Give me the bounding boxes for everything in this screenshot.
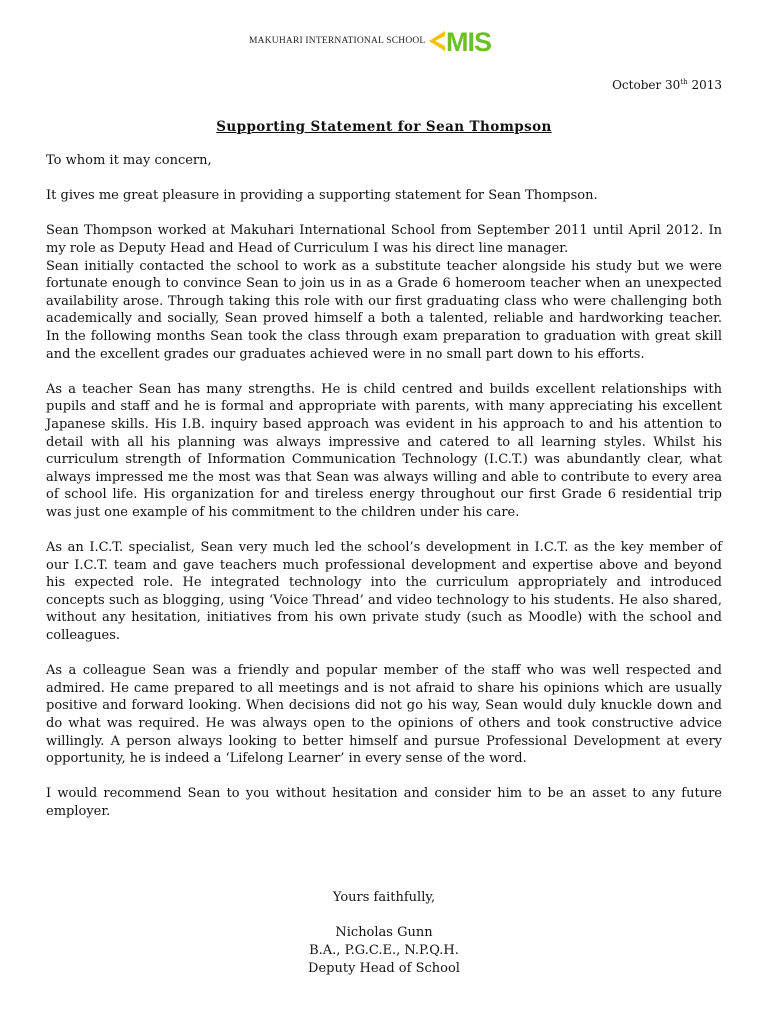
signature-block bbox=[0, 889, 768, 978]
date-suffix: th bbox=[680, 78, 688, 86]
signatory-credentials: B.A., P.G.C.E., N.P.Q.H. bbox=[309, 943, 459, 958]
closing: Yours faithfully, bbox=[332, 890, 436, 905]
letter-body bbox=[46, 152, 722, 821]
experience-paragraph: Sean Thompson worked at Makuhari International School from September 2011 until April 2012. In my role as Deputy Head and Head of Curriculum I was his direct line manager. bbox=[46, 223, 722, 256]
logo-text: MIS bbox=[446, 28, 492, 54]
salutation: To whom it may concern, bbox=[46, 153, 212, 168]
intro-paragraph: It gives me great pleasure in providing a supporting statement for Sean Thompson. bbox=[46, 188, 598, 204]
signatory-name: Nicholas Gunn bbox=[335, 925, 433, 940]
signatory-position: Deputy Head of School bbox=[308, 961, 460, 976]
colleague-paragraph: As a colleague Sean was a friendly and popular member of the staff who was well respected and admired. He came prepared to all meetings and is not afraid to share his opinions which are usually positive and forward looking. When decisions did not go his way, Sean would duly knuckle down and do what was required. He was always open to the opinions of others and took constructive advice willingly. A person always looking to better himself and pursue Professional Development at every opportunity, he is indeed a ‘Lifelong Learner’ in every sense of the word. bbox=[46, 663, 722, 767]
letterhead bbox=[249, 28, 515, 54]
recommendation-paragraph: I would recommend Sean to you without hesitation and consider him to be an asset to any future employer. bbox=[46, 786, 722, 819]
school-name: MAKUHARI INTERNATIONAL SCHOOL bbox=[249, 36, 426, 46]
substitute-paragraph: Sean initially contacted the school to work as a substitute teacher alongside his study but we were fortunate enough to convince Sean to join us in as a Grade 6 homeroom teacher when an unexpected availability arose. Through taking this role with our first graduating class who were challenging both academically and socially, Sean proved himself a both a talented, reliable and hardworking teacher. In the following months Sean took the class through exam preparation to graduation with great skill and the excellent grades our graduates achieved were in no small part down to his efforts. bbox=[46, 258, 722, 362]
school-logo bbox=[429, 28, 515, 54]
ict-paragraph: As an I.C.T. specialist, Sean very much led the school’s development in I.C.T. as the key member of our I.C.T. team and gave teachers much professional development and expertise above and beyond his expected role. He integrated technology into the curriculum appropriately and introduced concepts such as blogging, using ‘Voice Thread’ and video technology to his students. He also shared, without any hesitation, initiatives from his own private study (such as Moodle) with the school and colleagues. bbox=[46, 540, 722, 644]
letter-title: Supporting Statement for Sean Thompson bbox=[216, 119, 552, 135]
letter-date: October 30th 2013 bbox=[612, 78, 722, 92]
strengths-paragraph: As a teacher Sean has many strengths. He is child centred and builds excellent relationships with pupils and staff and he is formal and appropriate with parents, with many appreciating his excellent Japanese skills. His I.B. inquiry based approach was evident in his approach to and his attention to detail with all his planning was always impressive and catered to all learning styles. Whilst his curriculum strength of Information Communication Technology (I.C.T.) was abundantly clear, what always impressed me the most was that Sean was always willing and able to contribute to every area of school life. His organization for and tireless energy throughout our first Grade 6 residential trip was just one example of his commitment to the children under his care. bbox=[46, 381, 722, 520]
